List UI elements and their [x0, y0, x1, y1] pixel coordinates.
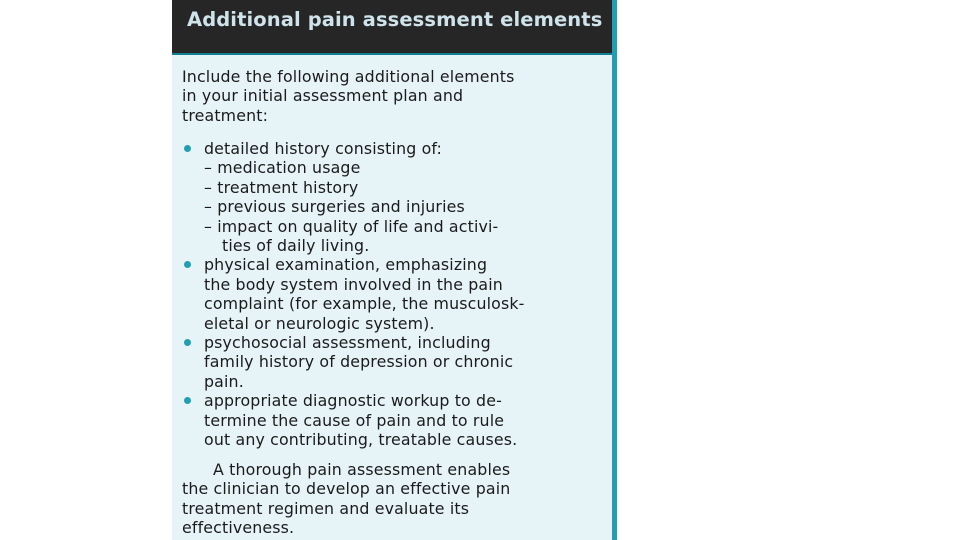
item-line: detailed history consisting of: [204, 139, 443, 158]
item-line: physical examination, emphasizing [204, 255, 488, 275]
item-line: complaint (for example, the musculosk- [204, 294, 525, 314]
closing-line: effectiveness. [182, 518, 295, 538]
item-subline-continued: ties of daily living. [222, 236, 370, 256]
bullet-icon [184, 339, 191, 346]
item-line: out any contributing, treatable causes. [204, 430, 518, 450]
bullet-icon [184, 397, 191, 404]
item-line: eletal or neurologic system). [204, 313, 435, 333]
closing-line: the clinician to develop an effective pain [182, 479, 511, 499]
box-body [172, 55, 612, 540]
closing-line: treatment regimen and evaluate its [182, 498, 470, 518]
intro-line: treatment: [182, 105, 269, 125]
closing-paragraph [182, 460, 607, 538]
item-subline: – treatment history [204, 177, 359, 197]
box-right-border [612, 0, 617, 540]
intro-paragraph [182, 67, 607, 125]
list-item-physical-exam [172, 255, 612, 333]
bullet-icon [184, 261, 191, 268]
bullet-icon [184, 145, 191, 152]
item-subline: – medication usage [204, 158, 361, 178]
item-line: family history of depression or chronic [204, 352, 514, 372]
item-line: psychosocial assessment, including [204, 333, 491, 353]
box-header [172, 0, 612, 55]
list-item-diagnostic [172, 391, 612, 449]
intro-line: in your initial assessment plan and [182, 86, 464, 106]
list-item-history [172, 139, 612, 255]
intro-line: Include the following additional elements [182, 67, 515, 86]
item-line: appropriate diagnostic workup to de- [204, 391, 502, 411]
closing-line: A thorough pain assessment enables [213, 460, 511, 479]
box-title: Additional pain assessment elements [187, 8, 603, 31]
pain-assessment-box [172, 0, 612, 540]
list-item-psychosocial [172, 333, 612, 391]
item-line: pain. [204, 371, 244, 391]
assessment-list [172, 139, 612, 450]
item-subline: – impact on quality of life and activi- [204, 216, 499, 236]
item-subline: – previous surgeries and injuries [204, 197, 465, 217]
item-line: the body system involved in the pain [204, 274, 503, 294]
item-line: termine the cause of pain and to rule [204, 410, 505, 430]
